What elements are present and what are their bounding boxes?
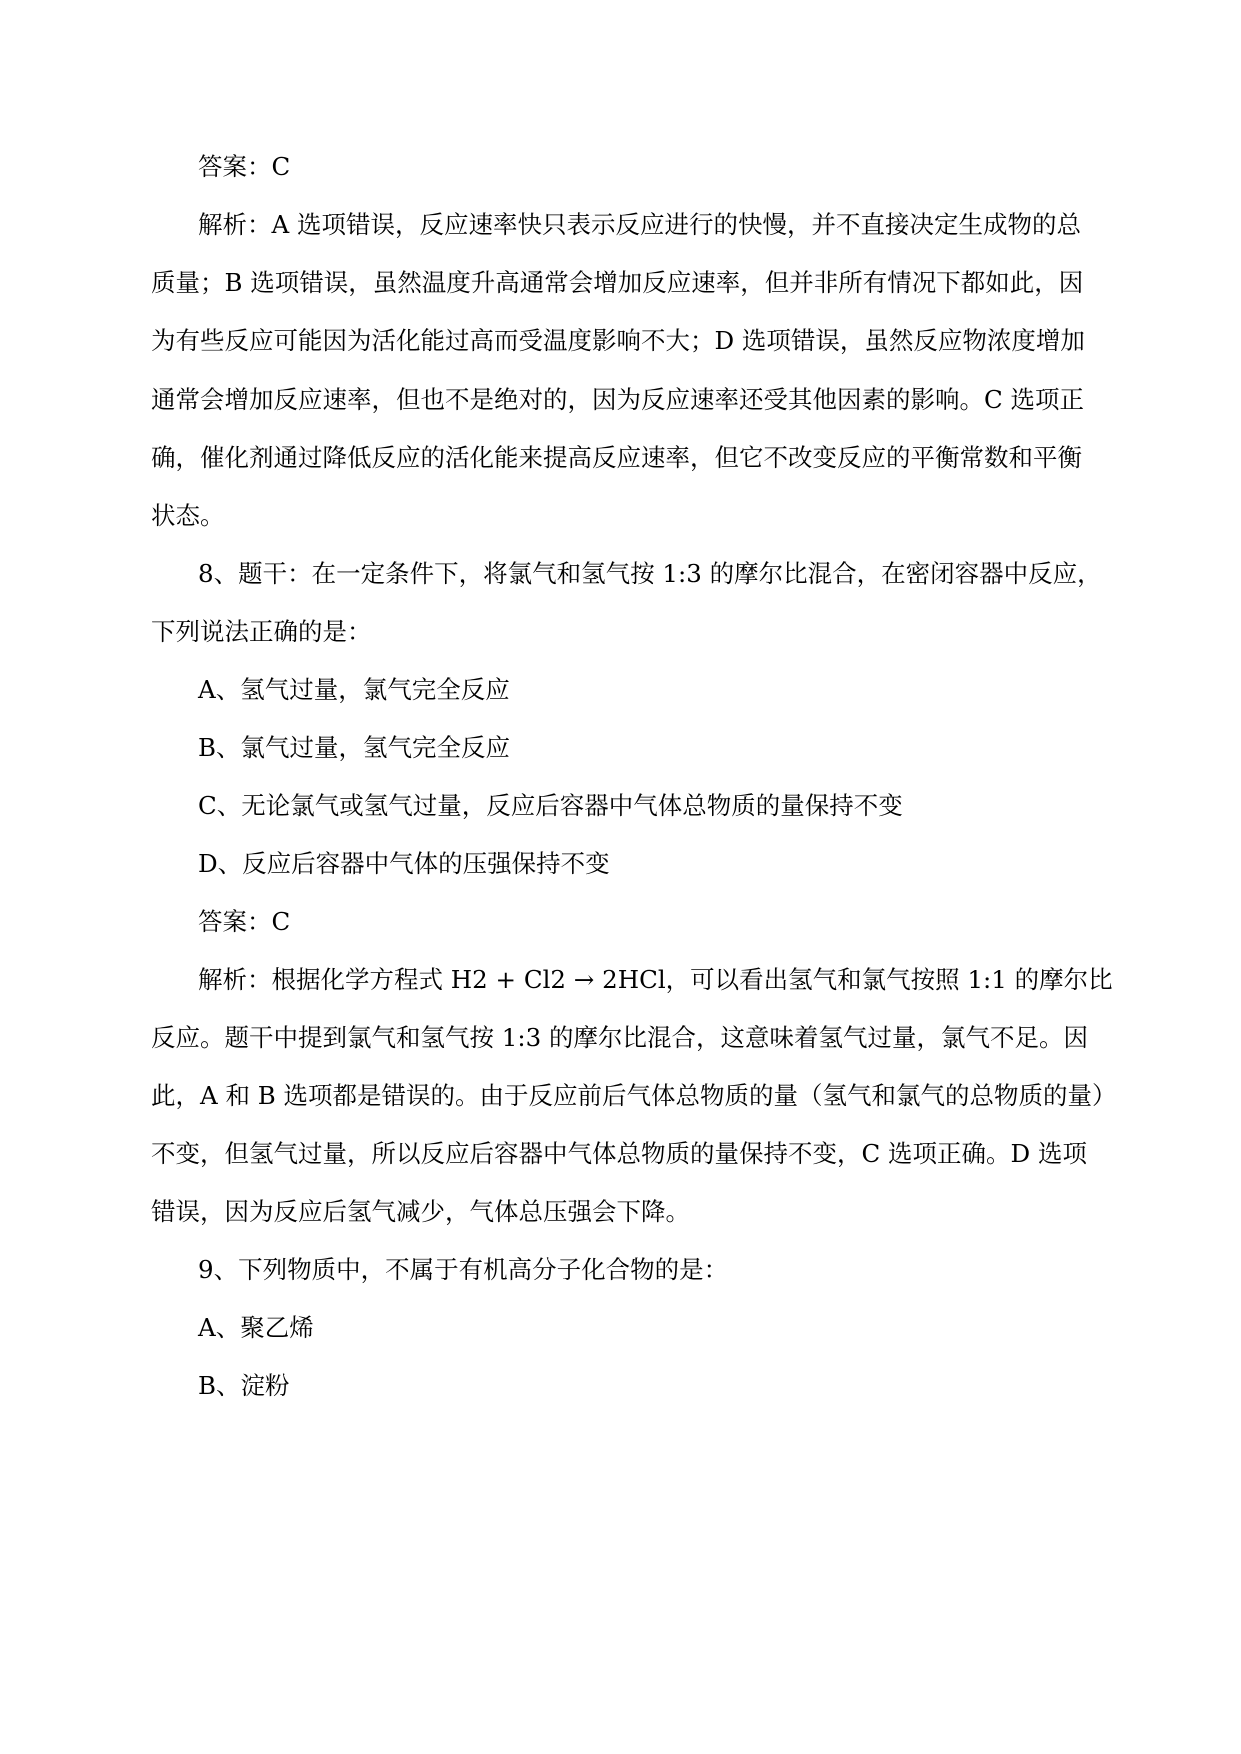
question-8-line-1 xyxy=(0,554,1241,594)
option-text: A、聚乙烯 xyxy=(198,1313,314,1342)
analysis-7-text: 质量；B 选项错误，虽然温度升高通常会增加反应速率，但并非所有情况下都如此，因 xyxy=(151,268,1084,297)
option-text: B、氯气过量，氢气完全反应 xyxy=(198,733,511,762)
analysis-8-text: 反应。题干中提到氯气和氢气按 1:3 的摩尔比混合，这意味着氢气过量，氯气不足。因 xyxy=(151,1023,1089,1052)
option-8-a xyxy=(0,670,1241,710)
option-8-c xyxy=(0,786,1241,826)
question-8-line-2 xyxy=(0,612,1241,652)
option-9-a xyxy=(0,1308,1241,1348)
analysis-7-text: 确，催化剂通过降低反应的活化能来提高反应速率，但它不改变反应的平衡常数和平衡 xyxy=(151,443,1082,472)
analysis-8-line-1 xyxy=(0,960,1241,1000)
analysis-8-text: 错误，因为反应后氢气减少，气体总压强会下降。 xyxy=(151,1197,690,1226)
analysis-7-text: 为有些反应可能因为活化能过高而受温度影响不大；D 选项错误，虽然反应物浓度增加 xyxy=(151,326,1085,355)
analysis-8-text: 解析：根据化学方程式 H2 + Cl2 → 2HCl，可以看出氢气和氯气按照 1:1 的摩尔比 xyxy=(198,965,1113,994)
analysis-7-line-5 xyxy=(0,438,1241,478)
analysis-7-line-3 xyxy=(0,321,1241,361)
analysis-7-text: 解析：A 选项错误，反应速率快只表示反应进行的快慢，并不直接决定生成物的总 xyxy=(198,210,1081,239)
analysis-8-text: 此，A 和 B 选项都是错误的。由于反应前后气体总物质的量（氢气和氯气的总物质的量） xyxy=(151,1081,1117,1110)
analysis-7-line-6 xyxy=(0,496,1241,536)
answer-7-line xyxy=(0,147,1241,187)
analysis-8-line-5 xyxy=(0,1192,1241,1232)
option-8-d xyxy=(0,844,1241,884)
analysis-8-line-3 xyxy=(0,1076,1241,1116)
question-9-text: 9、下列物质中，不属于有机高分子化合物的是： xyxy=(198,1255,729,1284)
answer-8-line xyxy=(0,902,1241,942)
option-text: C、无论氯气或氢气过量，反应后容器中气体总物质的量保持不变 xyxy=(198,791,903,820)
option-text: A、氢气过量，氯气完全反应 xyxy=(198,675,510,704)
option-text: D、反应后容器中气体的压强保持不变 xyxy=(198,849,610,878)
answer-8: 答案：C xyxy=(198,907,291,936)
question-9-line xyxy=(0,1250,1241,1290)
answer-7: 答案：C xyxy=(198,152,291,181)
option-8-b xyxy=(0,728,1241,768)
analysis-7-line-1 xyxy=(0,205,1241,245)
analysis-7-text: 通常会增加反应速率，但也不是绝对的，因为反应速率还受其他因素的影响。C 选项正 xyxy=(151,385,1085,414)
analysis-7-text: 状态。 xyxy=(151,501,225,530)
question-8-text: 8、题干：在一定条件下，将氯气和氢气按 1:3 的摩尔比混合，在密闭容器中反应， xyxy=(198,559,1102,588)
question-8-text: 下列说法正确的是： xyxy=(151,617,372,646)
option-9-b xyxy=(0,1366,1241,1406)
option-text: B、淀粉 xyxy=(198,1371,290,1400)
analysis-8-line-4 xyxy=(0,1134,1241,1174)
analysis-8-text: 不变，但氢气过量，所以反应后容器中气体总物质的量保持不变，C 选项正确。D 选项 xyxy=(151,1139,1087,1168)
analysis-8-line-2 xyxy=(0,1018,1241,1058)
analysis-7-line-4 xyxy=(0,380,1241,420)
analysis-7-line-2 xyxy=(0,263,1241,303)
